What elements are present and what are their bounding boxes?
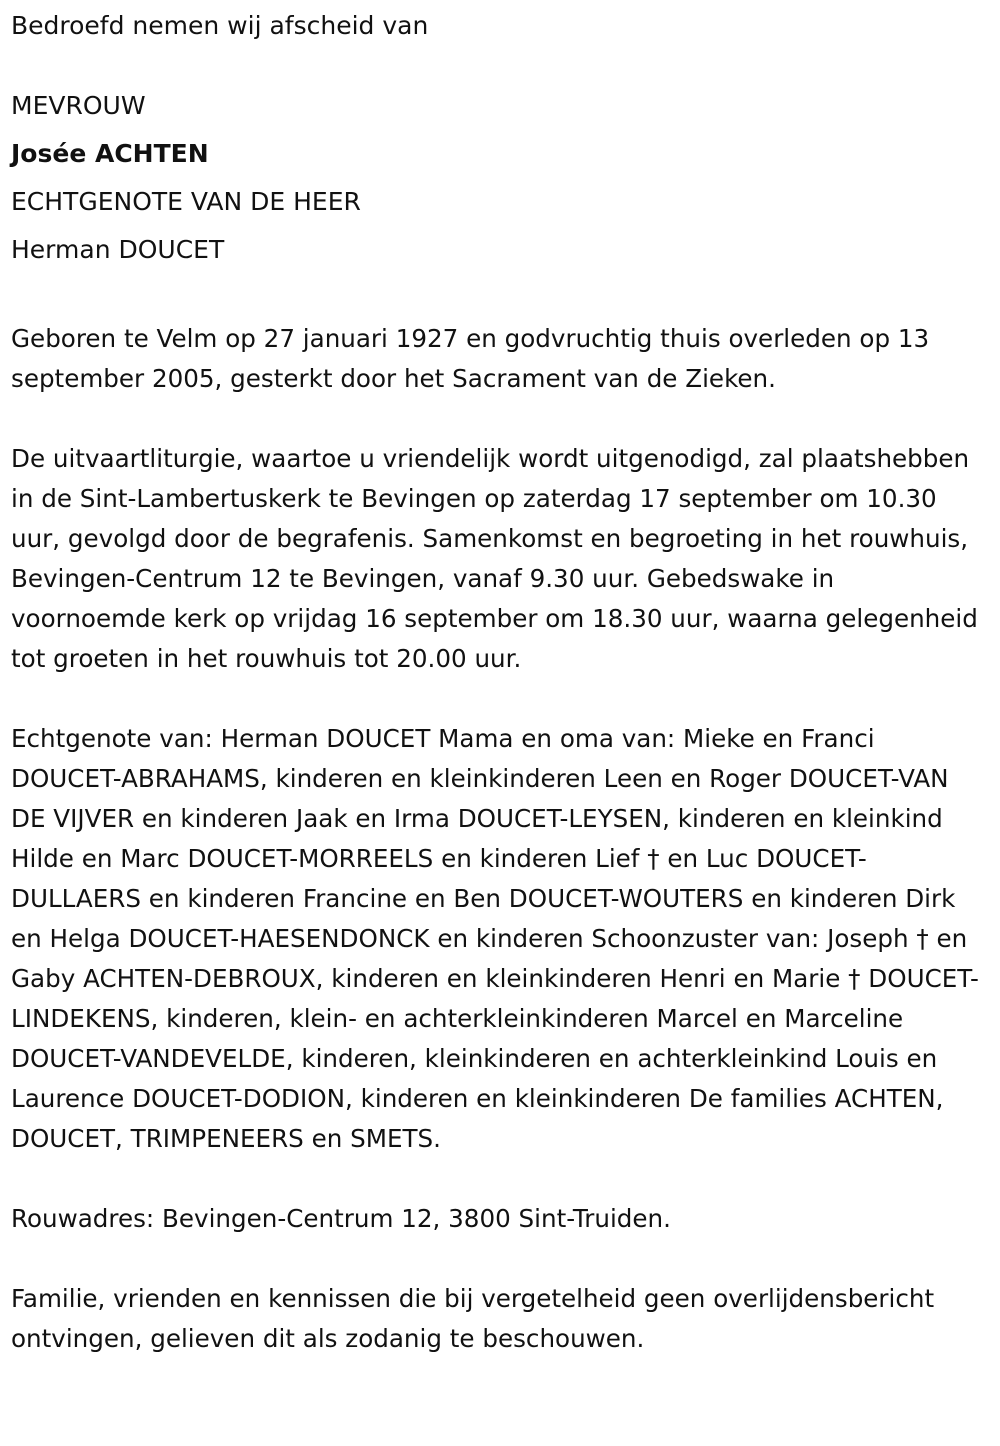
honorific: MEVROUW — [11, 91, 146, 120]
deceased-name: Josée ACHTEN — [11, 139, 209, 168]
spouse-title: ECHTGENOTE VAN DE HEER — [11, 187, 361, 216]
address-paragraph: Rouwadres: Bevingen-Centrum 12, 3800 Sint-Truiden. — [11, 1204, 671, 1233]
funeral-paragraph: De uitvaartliturgie, waartoe u vriendelijk wordt uitgenodigd, zal plaatshebben in de Sint-Lambertuskerk te Bevingen op zaterdag 17 september om 10.30 uur, gevolgd door de begrafenis. Samenkomst en begroeting in het rouwhuis, Bevingen-Centrum 12 te Bevingen, vanaf 9.30 uur. Gebedswake in voornoemde kerk op vrijdag 16 september om 18.30 uur, waarna gelegenheid tot groeten in het rouwhuis tot 20.00 uur. — [11, 444, 978, 673]
birth-death-paragraph: Geboren te Velm op 27 januari 1927 en godvruchtig thuis overleden op 13 september 2005, gesterkt door het Sacrament van de Zieken. — [11, 324, 930, 393]
cross-icon: † — [848, 964, 861, 993]
closing-paragraph: Familie, vrienden en kennissen die bij vergetelheid geen overlijdensbericht ontvingen, gelieven dit als zodanig te beschouwen. — [11, 1284, 935, 1353]
family-text-part-2: en Luc DOUCET-DULLAERS en kinderen Francine en Ben DOUCET-WOUTERS en kinderen Dirk en Helga DOUCET-HAESENDONCK en kinderen Schoonzuster van: Joseph — [11, 844, 956, 953]
intro-text: Bedroefd nemen wij afscheid van — [11, 11, 429, 40]
spouse-name: Herman DOUCET — [11, 235, 225, 264]
cross-icon: † — [916, 924, 929, 953]
family-paragraph — [11, 719, 989, 1159]
name-block — [11, 82, 989, 274]
family-text-part-4: DOUCET-LINDEKENS, kinderen, klein- en achterkleinkinderen Marcel en Marceline DOUCET-VANDEVELDE, kinderen, kleinkinderen en achterkleinkind Louis en Laurence DOUCET-DODION, kinderen en kleinkinderen De families ACHTEN, DOUCET, TRIMPENEERS en SMETS. — [11, 964, 979, 1153]
cross-icon: † — [647, 844, 660, 873]
family-text-part-1: Echtgenote van: Herman DOUCET Mama en oma van: Mieke en Franci DOUCET-ABRAHAMS, kinderen en kleinkinderen Leen en Roger DOUCET-VAN DE VIJVER en kinderen Jaak en Irma DOUCET-LEYSEN, kinderen en kleinkind Hilde en Marc DOUCET-MORREELS en kinderen Lief — [11, 724, 949, 873]
family-text-part-3: en Gaby ACHTEN-DEBROUX, kinderen en kleinkinderen Henri en Marie — [11, 924, 968, 993]
